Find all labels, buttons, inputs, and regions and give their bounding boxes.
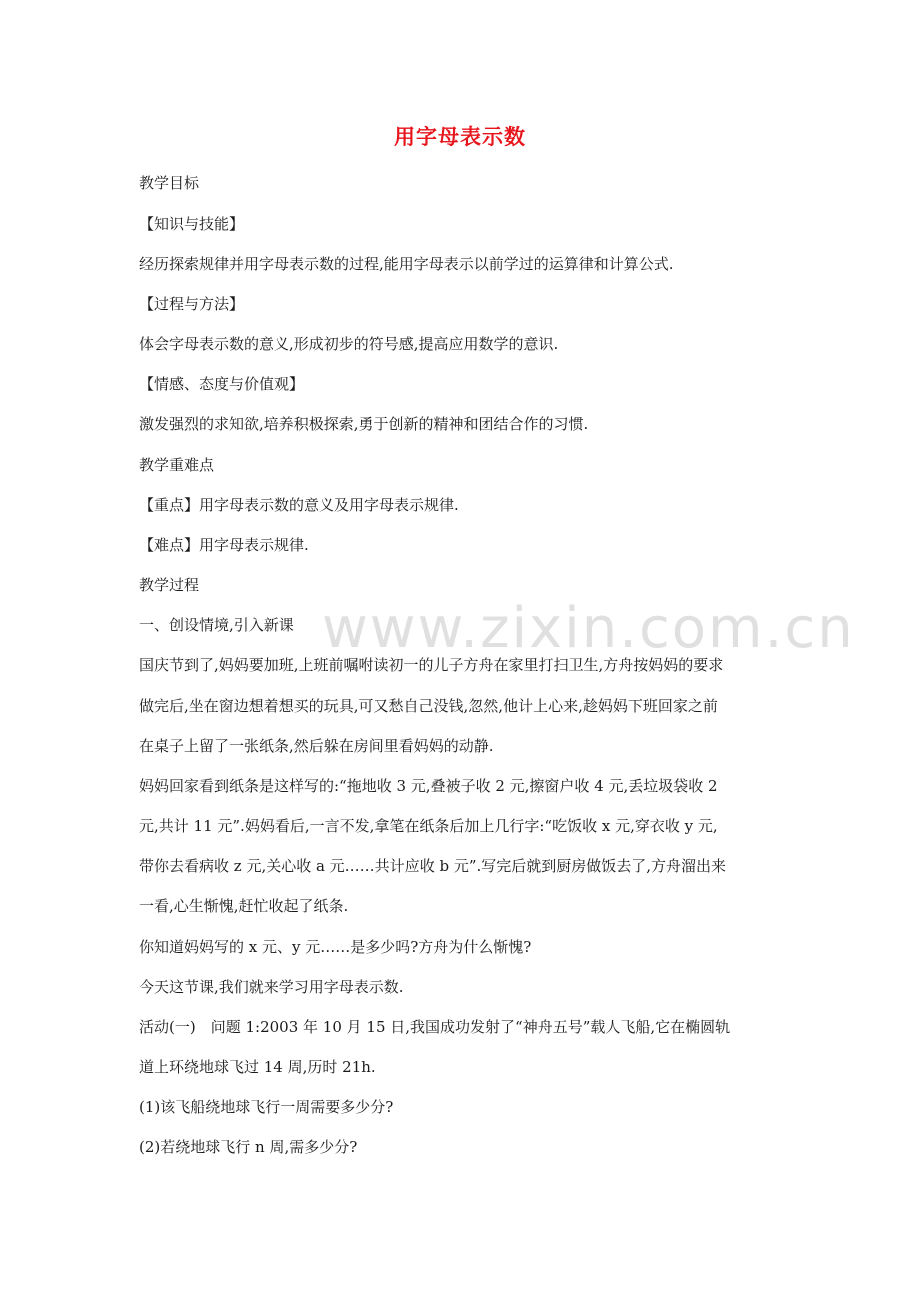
text-line-7: 激发强烈的求知欲,培养积极探索,勇于创新的精神和团结合作的习惯. (139, 415, 589, 433)
text-line-1: 教学目标 (139, 174, 200, 192)
text-line-15: 在桌子上留了一张纸条,然后躲在房间里看妈妈的动静. (139, 737, 494, 755)
text-line-6: 【情感、态度与价值观】 (139, 375, 305, 393)
text-line-18: 带你去看病收 z 元,关心收 a 元……共计应收 b 元”.写完后就到厨房做饭去了,方舟溜出来 (139, 857, 727, 875)
text-line-8: 教学重难点 (139, 456, 215, 474)
text-line-21: 今天这节课,我们就来学习用字母表示数. (139, 978, 404, 996)
text-line-2: 【知识与技能】 (139, 215, 245, 233)
text-line-5: 体会字母表示数的意义,形成初步的符号感,提高应用数学的意识. (139, 335, 559, 353)
text-line-10: 【难点】用字母表示规律. (139, 536, 309, 554)
text-line-12: 一、创设情境,引入新课 (139, 616, 294, 634)
text-line-13: 国庆节到了,妈妈要加班,上班前嘱咐读初一的儿子方舟在家里打扫卫生,方舟按妈妈的要求 (139, 656, 724, 674)
text-line-14: 做完后,坐在窗边想着想买的玩具,可又愁自己没钱,忽然,他计上心来,趁妈妈下班回家之前 (139, 697, 718, 715)
text-line-16: 妈妈回家看到纸条是这样写的:“拖地收 3 元,叠被子收 2 元,擦窗户收 4 元,丢垃圾袋收 2 (139, 777, 718, 795)
text-line-17: 元,共计 11 元”.妈妈看后,一言不发,拿笔在纸条后加上几行字:“吃饭收 x 元,穿衣收 y 元, (139, 817, 718, 835)
text-line-9: 【重点】用字母表示数的意义及用字母表示规律. (139, 496, 459, 514)
text-line-11: 教学过程 (139, 576, 200, 594)
watermark: www.zixin.com.cn (322, 596, 855, 661)
text-line-3: 经历探索规律并用字母表示数的过程,能用字母表示以前学过的运算律和计算公式. (139, 255, 674, 273)
text-line-19: 一看,心生惭愧,赶忙收起了纸条. (139, 897, 349, 915)
document-title: 用字母表示数 (394, 125, 526, 149)
text-line-24: (1)该飞船绕地球飞行一周需要多少分? (139, 1098, 394, 1116)
text-line-23: 道上环绕地球飞过 14 周,历时 21h. (139, 1058, 376, 1076)
text-line-20: 你知道妈妈写的 x 元、y 元……是多少吗?方舟为什么惭愧? (139, 938, 532, 956)
text-line-4: 【过程与方法】 (139, 295, 245, 313)
text-line-22: 活动(一) 问题 1:2003 年 10 月 15 日,我国成功发射了“神舟五号”载人飞船,它在椭圆轨 (139, 1018, 731, 1036)
text-line-25: (2)若绕地球飞行 n 周,需多少分? (139, 1138, 358, 1156)
